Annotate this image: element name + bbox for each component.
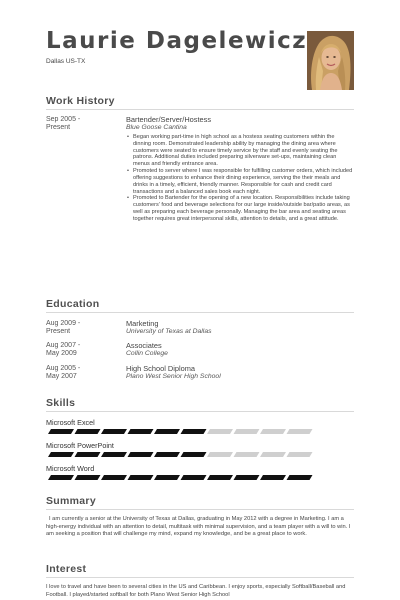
skill-segment-filled [48,475,74,480]
skill-segment-filled [101,475,127,480]
skill-segment-filled [181,452,207,457]
skill-segment-filled [181,429,207,434]
job-duty-item: • Began working part-time in high school as a hostess seating customers within the dinning room. Demonstrated leadership ability by managing the dining area where customers were seated to ensure timely service by the staff and evenly seating the patrons. Additional duties included preparing silverware set-ups, maintaining clean menus and friendly entrance area. [133,134,354,168]
degree-title: High School Diploma [126,364,196,373]
skill-name: Microsoft PowerPoint [46,441,114,450]
skill-name: Microsoft Excel [46,418,95,427]
education-dates [46,342,124,359]
job-duties-list [126,134,354,223]
education-details [126,320,354,337]
skill-segment-filled [48,452,74,457]
date-from: Aug 2009 - [46,320,81,327]
section-divider [46,577,354,578]
skill-segment-filled [75,429,101,434]
interest-text: I love to travel and have been to several cities in the US and Caribbean. I enjoy sports, especially Softball/Baseball and Football. I played/started softball for both Plano West Senior High School [46,584,346,598]
school-name: Plano West Senior High School [126,373,221,381]
education-details [126,365,354,382]
skill-segment-filled [101,452,127,457]
skill-segment-filled [128,429,154,434]
skill-segment-empty [234,452,260,457]
skill-segment-empty [260,429,286,434]
date-to: May 2009 [46,350,77,358]
date-to: Present [46,328,71,336]
work-dates [46,116,124,133]
section-title-interest: Interest [46,563,87,575]
date-from: Sep 2005 - [46,116,81,123]
section-divider [46,109,354,110]
section-divider [46,312,354,313]
skill-segment-empty [287,429,313,434]
job-duty-item: • Promoted to server where I was responsible for fulfilling customer orders, which included offering suggestions to enhance their dining experience, serving the their meals and drinks in a timely, efficient, friendly manner. Responsible for cash and credit card transactions and a balanced sales book each night. [133,168,354,195]
employer-name: Blue Goose Cantina [126,124,187,132]
skill-segment-filled [128,475,154,480]
skill-segment-filled [154,475,180,480]
profile-photo [307,31,354,90]
skill-segment-filled [75,452,101,457]
school-name: Collin College [126,350,168,358]
date-from: Aug 2007 - [46,342,81,349]
section-title-work-history: Work History [46,95,115,107]
candidate-location: Dallas US-TX [46,58,86,65]
education-dates [46,365,124,382]
skill-segment-filled [181,475,207,480]
job-duty-item: • Promoted to Bartender for the opening of a new location. Responsibilities include taking customers' food and beverage selections for our large inside/outside bar/patio areas, as well as preparing each beverage personally. Managing the bar area and seating areas together requires great interpersonal skills, attention to details, and a great attitude. [133,195,354,222]
skill-name: Microsoft Word [46,464,95,473]
skill-segment-filled [287,475,313,480]
skill-segment-filled [234,475,260,480]
work-role [126,116,354,223]
skill-segment-filled [260,475,286,480]
skill-segment-empty [287,452,313,457]
section-divider [46,509,354,510]
skill-segment-filled [154,429,180,434]
skill-segment-filled [101,429,127,434]
job-title: Bartender/Server/Hostess [126,115,212,124]
education-dates [46,320,124,337]
skill-segment-filled [75,475,101,480]
skill-segment-empty [207,429,233,434]
skill-segment-filled [154,452,180,457]
date-to: May 2007 [46,373,77,381]
section-divider [46,411,354,412]
skill-segment-empty [207,452,233,457]
section-title-education: Education [46,298,100,310]
skill-rating-bar [44,429,324,435]
skill-rating-bar [44,475,324,481]
skill-segment-filled [128,452,154,457]
degree-title: Marketing [126,319,159,328]
skill-segment-filled [48,429,74,434]
section-title-summary: Summary [46,495,96,507]
date-from: Aug 2005 - [46,365,81,372]
section-title-skills: Skills [46,397,76,409]
date-to: Present [46,124,71,132]
candidate-name: Laurie Dagelewicz [46,28,308,54]
summary-text: I am currently a senior at the University of Texas at Dallas, graduating in May 2012 with a degree in Marketing. I am a high-energy individual with an attention to detail, multitask with minimal supervision, and a team player with a will to win. I am seeking a position that will challenge my mind, expand my knowledge, and be a great place to work. [46,516,351,538]
school-name: University of Texas at Dallas [126,328,212,336]
skill-segment-empty [234,429,260,434]
skill-segment-filled [207,475,233,480]
degree-title: Associates [126,341,162,350]
education-details [126,342,354,359]
skill-segment-empty [260,452,286,457]
skill-rating-bar [44,452,324,458]
